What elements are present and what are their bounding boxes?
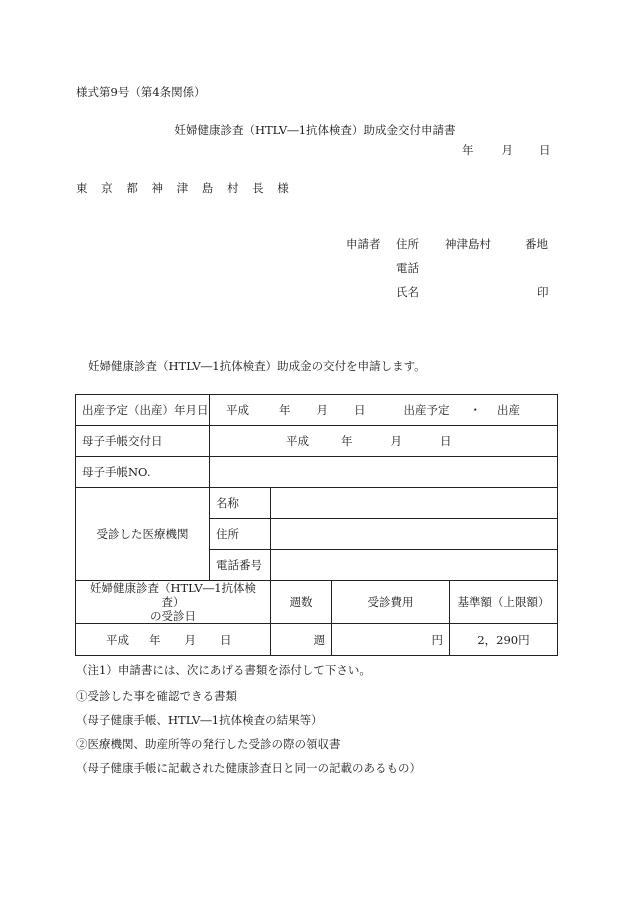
institution-address-label: 住所 (210, 519, 271, 550)
addressee-char: 村 (226, 181, 239, 195)
applicant-address-label: 住所 (396, 237, 419, 251)
handbook-no-label: 母子手帳NO. (76, 457, 210, 488)
form-number-label: 様式第9号（第4条関係） (76, 85, 206, 99)
applicant-seal: 印 (537, 285, 549, 299)
institution-name-row (76, 488, 558, 519)
row-year: 年 (149, 632, 161, 647)
applicant-address-banchi: 番地 (525, 237, 548, 251)
row-era: 平成 (106, 632, 129, 647)
applicant-address-village: 神津島村 (445, 237, 491, 251)
handbook-month: 月 (390, 434, 402, 448)
due-dot: ・ (469, 403, 481, 417)
handbook-era: 平成 (286, 434, 309, 448)
weeks-field[interactable] (271, 624, 332, 656)
base-amount-label: 基準額（上限額） (450, 581, 558, 624)
exam-header-row (76, 581, 558, 624)
institution-label: 受診した医療機関 (76, 488, 210, 581)
submission-date (462, 142, 551, 158)
row-week: 週 (313, 632, 325, 647)
addressee (76, 180, 299, 196)
handbook-date-field[interactable] (210, 426, 558, 457)
row-month: 月 (184, 632, 196, 647)
addressee-char: 東 (76, 181, 88, 195)
note-line: ②医療機関、助産所等の発行した受診の際の領収書 (76, 737, 341, 751)
addressee-char: 都 (126, 181, 138, 195)
handbook-no-row (76, 457, 558, 488)
exam-date-label-line2: の受診日 (150, 609, 196, 623)
due-birth: 出産 (497, 403, 520, 417)
due-day: 日 (354, 403, 366, 417)
note-line: （母子健康手帳に記載された健康診査日と同一の記載のあるもの） (76, 761, 421, 775)
addressee-char: 島 (201, 181, 214, 195)
due-date-label: 出産予定（出産）年月日 (76, 395, 210, 426)
applicant-phone-label: 電話 (396, 261, 419, 275)
due-year: 年 (279, 403, 291, 417)
base-amount-field: 2，290円 (450, 624, 558, 656)
exam-data-row (76, 624, 558, 656)
weeks-label: 週数 (271, 581, 332, 624)
due-date-row (76, 395, 558, 426)
addressee-char: 様 (277, 181, 289, 195)
handbook-date-label: 母子手帳交付日 (76, 426, 210, 457)
fee-field[interactable] (332, 624, 450, 656)
note-line: （母子健康手帳、HTLV―1抗体検査の結果等） (76, 713, 323, 727)
exam-date-label-line1: 妊婦健康診査（HTLV―1抗体検査） (89, 581, 257, 609)
date-day-label: 日 (539, 143, 551, 157)
addressee-char: 京 (101, 181, 113, 195)
note-line: ①受診した事を確認できる書類 (76, 689, 237, 703)
due-era: 平成 (226, 403, 249, 417)
due-planned: 出産予定 (403, 403, 450, 417)
institution-phone-label: 電話番号 (210, 550, 271, 581)
institution-address-field[interactable] (271, 519, 558, 550)
handbook-date-row (76, 426, 558, 457)
institution-name-label: 名称 (210, 488, 271, 519)
document-title: 妊婦健康診査（HTLV―1抗体検査）助成金交付申請書 (174, 123, 456, 137)
request-statement: 妊婦健康診査（HTLV―1抗体検査）助成金の交付を申請します。 (88, 359, 426, 373)
institution-phone-field[interactable] (271, 550, 558, 581)
exam-date-field[interactable] (76, 624, 271, 656)
date-month-label: 月 (501, 143, 513, 157)
addressee-char: 神 (151, 181, 163, 195)
due-date-field[interactable] (210, 395, 558, 426)
handbook-no-field[interactable] (210, 457, 558, 488)
date-year-label: 年 (462, 143, 474, 157)
exam-date-label (76, 581, 271, 624)
handbook-day: 日 (440, 434, 452, 448)
application-table (75, 394, 558, 656)
applicant-label: 申請者 (346, 237, 381, 251)
fee-label: 受診費用 (332, 581, 450, 624)
handbook-year: 年 (341, 434, 353, 448)
institution-name-field[interactable] (271, 488, 558, 519)
addressee-char: 長 (252, 181, 264, 195)
addressee-char: 津 (176, 181, 189, 195)
row-yen: 円 (431, 632, 443, 647)
applicant-name-label: 氏名 (396, 285, 419, 299)
row-day: 日 (220, 632, 232, 647)
due-month: 月 (316, 403, 328, 417)
note-line: （注1）申請書には、次にあげる書類を添付して下さい。 (76, 663, 371, 677)
